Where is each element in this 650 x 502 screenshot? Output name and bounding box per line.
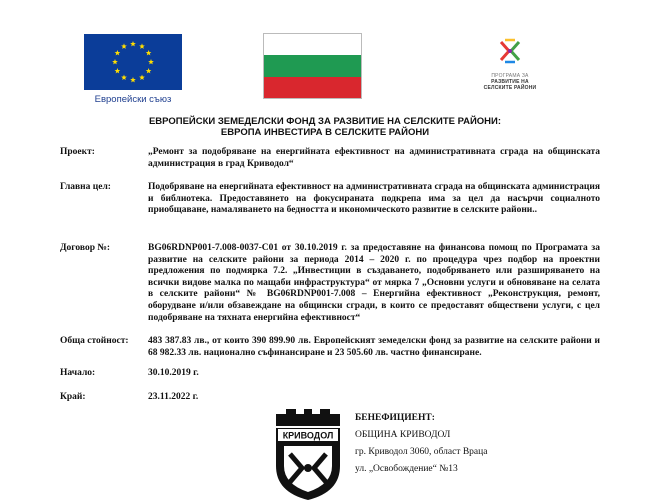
cost-value: 483 387.83 лв., от които 390 899.90 лв. Европейският земеделски фонд за развитие на селските райони и 68 982.33 лв. национално съфинансиране и 23 505.60 лв. частно финансиране. <box>148 336 600 358</box>
beneficiary-name: ОБЩИНА КРИВОДОЛ <box>355 430 451 440</box>
eu-flag-icon <box>84 34 182 90</box>
rural-development-logo <box>470 36 550 91</box>
eu-star-icon <box>115 50 121 55</box>
start-label: Начало: <box>60 368 96 378</box>
rural-development-mark-icon <box>495 36 525 66</box>
project-row <box>60 147 600 179</box>
eu-star-icon <box>146 68 152 73</box>
end-label: Край: <box>60 392 86 402</box>
rd-line2: РАЗВИТИЕ НА <box>491 79 529 85</box>
rd-line3: СЕЛСКИТЕ РАЙОНИ <box>483 85 537 91</box>
beneficiary-block <box>268 406 568 502</box>
start-value: 30.10.2019 г. <box>148 368 199 378</box>
eu-star-icon <box>115 68 121 73</box>
contract-row <box>60 243 600 333</box>
cost-label: Обща стойност: <box>60 336 129 346</box>
goal-row <box>60 182 600 238</box>
eu-star-icon <box>148 59 154 64</box>
headline <box>60 116 590 138</box>
project-info <box>60 147 600 412</box>
eu-star-icon <box>139 75 145 80</box>
project-value: „Ремонт за подобряване на енергийната ефективност на административната сграда на общинската администрация в град Криводол“ <box>148 147 600 169</box>
start-row <box>60 368 600 392</box>
flag-stripe-white <box>264 34 361 55</box>
goal-label: Главна цел: <box>60 182 111 192</box>
eu-star-icon <box>146 50 152 55</box>
goal-value: Подобряване на енергийната ефективност на административната сграда на общинската администрация и библиотека. Предоставянето на фокусираната подкрепа има за цел да насърчи социалното приобщаване, намаляването на бедността и икономическото развитие в селските райони.. <box>148 182 600 216</box>
contract-label: Договор №: <box>60 243 111 253</box>
headline-line1: ЕВРОПЕЙСКИ ЗЕМЕДЕЛСКИ ФОНД ЗА РАЗВИТИЕ НА СЕЛСКИТЕ РАЙОНИ: <box>148 116 502 127</box>
eu-caption: Европейски съюз <box>94 94 172 105</box>
eu-star-icon <box>121 43 127 48</box>
eu-star-icon <box>130 41 136 46</box>
eu-star-icon <box>121 75 127 80</box>
beneficiary-title: БЕНЕФИЦИЕНТ: <box>355 413 435 423</box>
headline-line2: ЕВРОПА ИНВЕСТИРА В СЕЛСКИТЕ РАЙОНИ <box>220 127 430 138</box>
rd-line1: ПРОГРАМА ЗА <box>491 73 529 79</box>
eu-star-icon <box>130 77 136 82</box>
beneficiary-address: гр. Криводол 3060, област Враца <box>355 447 488 457</box>
eu-star-icon <box>112 59 118 64</box>
krivodol-crest-icon <box>268 406 348 502</box>
eu-logo <box>84 34 182 105</box>
beneficiary-street: ул. „Освобождение“ №13 <box>355 464 458 474</box>
flag-stripe-red <box>264 77 361 98</box>
crest-text: КРИВОДОЛ <box>282 430 334 441</box>
project-label: Проект: <box>60 147 95 157</box>
flag-stripe-green <box>264 55 361 76</box>
contract-value: BG06RDNP001-7.008-0037-C01 от 30.10.2019 г. за предоставяне на финансова помощ по Програмата за развитие на селските райони за периода 2014 – 2020 г. по процедура чрез подбор на проектни предложения по подмярка 7.2. „Инвестиции в създаването, подобряването или разширяването на всички видове малка по мащаби инфраструктура“ от мярка 7 „Основни услуги и обновяване на селата в селските райони“ № BG06RDNP001-7.008 – Енергийна ефективност „Реконструкция, ремонт, оборудване и/или обзавеждане на общински сгради, в които се предоставят обществени услуги, с цел подобряване на тяхната енергийна ефективност“ <box>148 243 600 323</box>
cost-row <box>60 336 600 366</box>
eu-star-icon <box>139 43 145 48</box>
end-value: 23.11.2022 г. <box>148 392 199 402</box>
bulgarian-flag-icon <box>263 33 362 99</box>
